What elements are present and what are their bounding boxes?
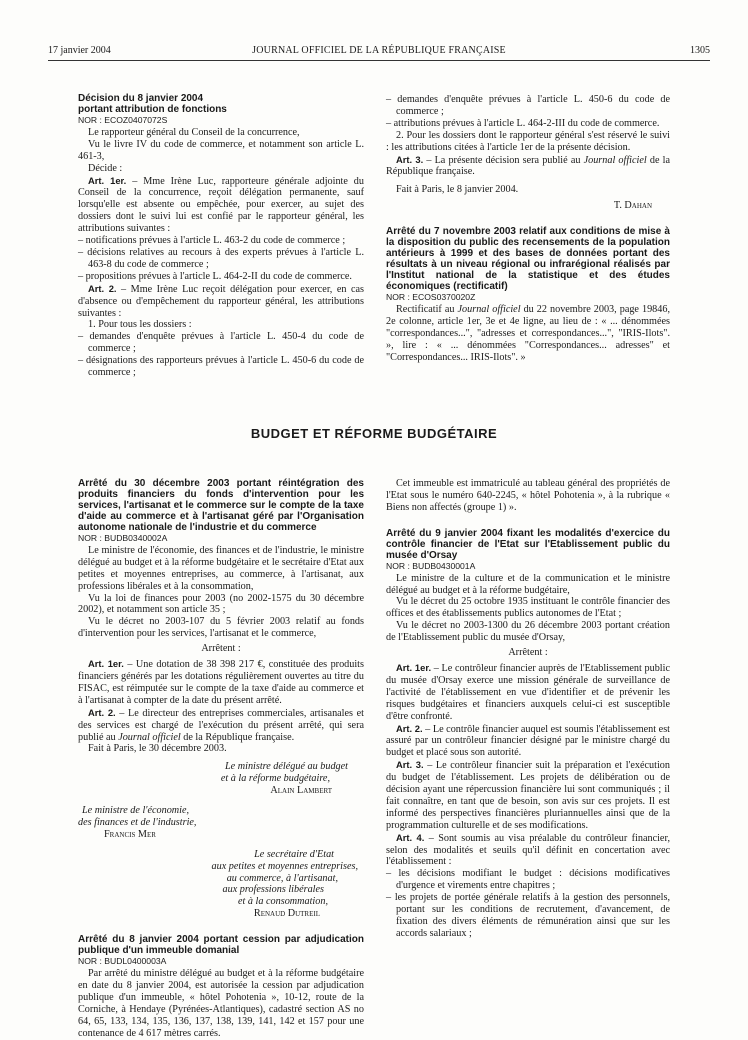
article-paragraph: Art. 1er. – Une dotation de 38 398 217 €, constituée des produits financiers générés par les dotations régulièrement ouvertes au titre du FISAC, est réimputée sur le compte de la taxe d'aide au commerce et à l'artisanat à compter de la date du présent arrêté. bbox=[78, 658, 364, 706]
signatory: Francis Mer bbox=[104, 828, 156, 840]
done-at-line: Fait à Paris, le 30 décembre 2003. bbox=[88, 743, 227, 755]
article-paragraph bbox=[78, 283, 364, 320]
article-label: Art. 2. bbox=[88, 706, 116, 718]
list-item: – propositions prévues à l'article L. 464-2-II du code de commerce. bbox=[78, 270, 352, 282]
paragraph: Vu la loi de finances pour 2003 (no 2002-1575 du 30 décembre 2002), et notamment son article 35 ; bbox=[78, 592, 364, 616]
orsay-column bbox=[386, 478, 670, 978]
cession-nor: NOR : BUDL0400003A bbox=[78, 956, 167, 967]
article-label: Art. 2. bbox=[396, 722, 423, 734]
rectificatif-title: Arrêté du 7 novembre 2003 relatif aux conditions de mise à la disposition du public des recensements de la population antérieurs à 1999 et des bases de données portant des résultats à un niveau régional ou infrarégional réalisés par l'Institut national de la statistique et des études économiques (rectificatif) bbox=[386, 226, 670, 293]
paragraph: Vu le décret no 2003-1300 du 26 décembre 2003 portant création de l'Etablissement public du musée d'Orsay, bbox=[386, 620, 670, 644]
article-text: – Mme Irène Luc, rapporteure générale adjointe du Conseil de la concurrence, reçoit délégation permanente, sauf lorsqu'elle est absente ou empêchée, pour exercer, au sujet des dossiers dont le suivi lui est confié par le rapporteur général, les attributions suivantes : bbox=[78, 175, 364, 235]
article-paragraph: Art. 1er. – Le contrôleur financier auprès de l'Etablissement public du musée d'Orsay exerce une mission générale de surveillance de l'activité de l'établissement en vue d'identifier et de prévenir les risques budgétaires et financiers auxquels celui-ci est susceptible d'être confronté. bbox=[386, 661, 670, 722]
fisac-title: Arrêté du 30 décembre 2003 portant réintégration des produits financiers du fonds d'intervention pour les services, l'artisanat et le commerce sur le compte de la taxe d'aide au commerce et à l'artisanat géré par l'Organisation autonome nationale de l'industrie et du commerce bbox=[78, 478, 364, 533]
header-journal-title: JOURNAL OFFICIEL DE LA RÉPUBLIQUE FRANÇAISE bbox=[252, 45, 506, 56]
paragraph: 1. Pour tous les dossiers : bbox=[88, 319, 192, 331]
paragraph: Le ministre de l'économie, des finances et de l'industrie, le ministre délégué au budget et à la réforme budgétaire et le secrétaire d'Etat aux petites et moyennes entreprises, au commerce, à l'artisanat, aux professions libérales et à la consommation, bbox=[78, 544, 364, 592]
paragraph: Vu le décret du 25 octobre 1935 instituant le contrôle financier des offices et des établissements publics autonomes de l'Etat ; bbox=[386, 596, 670, 620]
list-item: – les projets de portée générale relatifs à la gestion des personnels, portant sur les conditions de recrutement, d'avancement, de fixation des divers éléments de rémunération ainsi que sur les accords salariaux ; bbox=[386, 892, 670, 939]
header-date: 17 janvier 2004 bbox=[48, 45, 111, 56]
header-page-number: 1305 bbox=[690, 45, 710, 56]
article-label: Art. 3. bbox=[396, 759, 424, 771]
rectificatif-text: Rectificatif au Journal officiel du 22 novembre 2003, page 19846, 2e colonne, article 1er, 3e et 4e ligne, au lieu de : « ... dénommées "correspondances...", "adresses et correspondances...", "IRIS-Ilots". », lire : « ... dénommées "Correspondances... adresses" et "Correspondances... IRIS-Ilots". » bbox=[386, 304, 671, 363]
signatory: Renaud Dutreil bbox=[253, 908, 320, 920]
decision-column bbox=[78, 93, 364, 393]
article-paragraph: Art. 2. – Le directeur des entreprises commerciales, artisanales et des services est chargé de l'exécution du présent arrêté, qui sera publié au Journal officiel de la République française. bbox=[78, 706, 364, 743]
arretent: Arrêtent : bbox=[201, 643, 241, 655]
fisac-nor: NOR : BUDB0340002A bbox=[78, 533, 168, 543]
decision-title: Décision du 8 janvier 2004 bbox=[78, 93, 204, 104]
cession-paragraph: Par arrêté du ministre délégué au budget et à la réforme budgétaire en date du 8 janvier 2004, est autorisée la cession par adjudication publique d'un immeuble, « hôtel Pohotenia », 10-12, route de la Corniche, à Hendaye (Pyrénées-Atlantiques), cadastré section AS no 64, 65, 133, 134, 135, 136, 137, 138, 139, 141, 142 et 157 pour une contenance de 4 617 mètres carrés. bbox=[78, 968, 364, 1039]
section-title: BUDGET ET RÉFORME BUDGÉTAIRE bbox=[250, 426, 498, 441]
signatory: T. Dahan bbox=[613, 200, 652, 212]
list-item: – demandes d'enquête prévues à l'article L. 450-4 du code de commerce ; bbox=[78, 331, 364, 355]
cession-title: Arrêté du 8 janvier 2004 portant cession par adjudication publique d'un immeuble domanial bbox=[78, 934, 364, 957]
decision-subtitle: portant attribution de fonctions bbox=[78, 104, 227, 115]
article-label: Art. 1er. bbox=[396, 661, 432, 673]
done-at-line: Fait à Paris, le 8 janvier 2004. bbox=[396, 184, 519, 196]
article-paragraph: Art. 3. – Le contrôleur financier suit la préparation et l'exécution du budget de l'établissement. Les projets de délibération ou de décision ayant une répercussion financière lui sont communiqués ; il fait connaître, en tant que de besoin, son avis sur ces projets. Il est informé des perspectives financières pluriannuelles ainsi que de la programmation culturelle et de ses modifications. bbox=[386, 759, 670, 831]
list-item: – notifications prévues à l'article L. 463-2 du code de commerce ; bbox=[78, 235, 346, 247]
article-label: Art. 1er. bbox=[88, 174, 127, 186]
fisac-column: Arrêté du 30 décembre 2003 portant réintégration des produits financiers du fonds d'intervention pour les services, l'artisanat et le commerce sur le compte de la taxe d'aide au commerce et à l'artisanat géré par l'Organisation autonome nationale de l'industrie et du commerce NOR : BUDB0340002A Le ministre de l'économie, des finances et de l'industrie, le ministre délégué au budget et à la réforme budgétaire et le secrétaire d'Etat aux petites et moyennes entreprises, au commerce, à l'artisanat, aux professions libérales et à la consommation, Vu la loi de finances pour 2003 (no 2002-1575 du 30 décembre 2002), et notamment son article 35 ; Vu le décret no 2003-107 du 5 février 2003 relatif au fonds d'intervention pour les services, l'artisanat et le commerce, Arrêtent : Art. 1er. – Une dotation de 38 398 217 €, constituée des produits financiers générés par les dotations régulièrement ouvertes au titre du FISAC, est réimputée sur le compte de la taxe d'aide au commerce et à l'artisanat à compter de la date du présent arrêté. Art. 2. – Le directeur des entreprises commerciales, artisanales et des services est chargé de l'exécution du présent arrêté, qui sera publié au Journal officiel de la République française. Fait à Paris, le 30 décembre 2003. Le ministre délégué au budget et à la réforme budgétaire, Alain Lambert Le ministre de l'économie, des finances et de l'industrie, Francis Mer Le secrétaire d'Etat aux petites et moyennes entreprises, au commerce, à l'artisanat, aux professions libérales et à la consommation, Renaud Dutreil Arrêté du 8 janvier 2004 portant cession par adjudication publique d'un immeuble domanial NOR : BUDL0400003A Par arrêté du ministre délégué au budget et à la réforme budgétaire en date du 8 janvier 2004, est autorisée la cession par adjudication publique d'un immeuble, « hôtel Pohotenia », 10-12, route de la Corniche, à Hendaye (Pyrénées-Atlantiques), cadastré section AS no 64, 65, 133, 134, 135, 136, 137, 138, 139, 141, 142 et 157 pour une contenance de 4 617 mètres carrés. bbox=[78, 478, 364, 1039]
orsay-title: Arrêté du 9 janvier 2004 fixant les modalités d'exercice du contrôle financier de l'Etat sur l'Etablissement public du musée d'Orsay bbox=[386, 527, 670, 561]
decision-nor: NOR : ECOZ0407072S bbox=[78, 115, 168, 125]
orsay-nor: NOR : BUDB0430001A bbox=[386, 560, 476, 571]
header-rule bbox=[48, 60, 710, 61]
article-text: – Mme Irène Luc reçoit délégation pour exercer, en cas d'absence ou d'empêchement du rapporteur général, les attributions suivantes : bbox=[78, 283, 364, 319]
article-label: Art. 2. bbox=[88, 282, 117, 294]
signatory: Alain Lambert bbox=[270, 785, 332, 797]
page-header bbox=[48, 45, 710, 59]
article-paragraph: Art. 2. – Le contrôle financier auquel est soumis l'établissement est assuré par un contrôleur financier désigné par le ministre chargé du budget et placé sous son autorité. bbox=[386, 722, 670, 759]
article-paragraph: Art. 3. – La présente décision sera publié au Journal officiel de la République française. bbox=[386, 153, 670, 178]
paragraph: Cet immeuble est immatriculé au tableau général des propriétés de l'Etat sous le numéro 640-2245, « hôtel Pohotenia », à la rubrique « Biens non affectés (groupe 1) ». bbox=[386, 478, 670, 513]
paragraph: 2. Pour les dossiers dont le rapporteur général s'est réservé le suivi : les attributions citées à l'article 1er de la présente décision. bbox=[386, 129, 670, 153]
article-label: Art. 4. bbox=[396, 831, 425, 843]
paragraph: Le rapporteur général du Conseil de la concurrence, bbox=[88, 126, 300, 138]
list-item: – décisions relatives au recours à des experts prévues à l'article L. 463-8 du code de commerce ; bbox=[78, 246, 364, 270]
list-item: – demandes d'enquête prévues à l'article L. 450-6 du code de commerce ; bbox=[386, 94, 670, 117]
list-item: – les décisions modifiant le budget : décisions modificatives d'urgence et virements entre chapitres ; bbox=[386, 868, 670, 892]
list-item: – attributions prévues à l'article L. 464-2-III du code de commerce. bbox=[386, 117, 660, 129]
paragraph: Décide : bbox=[88, 162, 123, 174]
paragraph: Le ministre de la culture et de la communication et le ministre délégué au budget et à la réforme budgétaire, bbox=[386, 572, 670, 596]
arretent: Arrêtent : bbox=[508, 647, 548, 659]
rectificatif-nor: NOR : ECOS0370020Z bbox=[386, 292, 476, 303]
paragraph: Vu le décret no 2003-107 du 5 février 2003 relatif au fonds d'intervention pour les services, l'artisanat et le commerce, bbox=[78, 616, 364, 640]
paragraph: Vu le livre IV du code de commerce, et notamment son article L. 461-3, bbox=[78, 138, 364, 162]
decision-continuation-column bbox=[386, 94, 670, 394]
article-label: Art. 1er. bbox=[88, 658, 124, 670]
list-item: – désignations des rapporteurs prévues à l'article L. 450-6 du code de commerce ; bbox=[78, 355, 364, 379]
article-label: Art. 3. bbox=[396, 153, 424, 165]
article-paragraph bbox=[78, 175, 364, 236]
article-paragraph: Art. 4. – Sont soumis au visa préalable du contrôleur financier, selon des modalités et seuils qu'il définit en concertation avec l'établissement : bbox=[386, 831, 670, 868]
